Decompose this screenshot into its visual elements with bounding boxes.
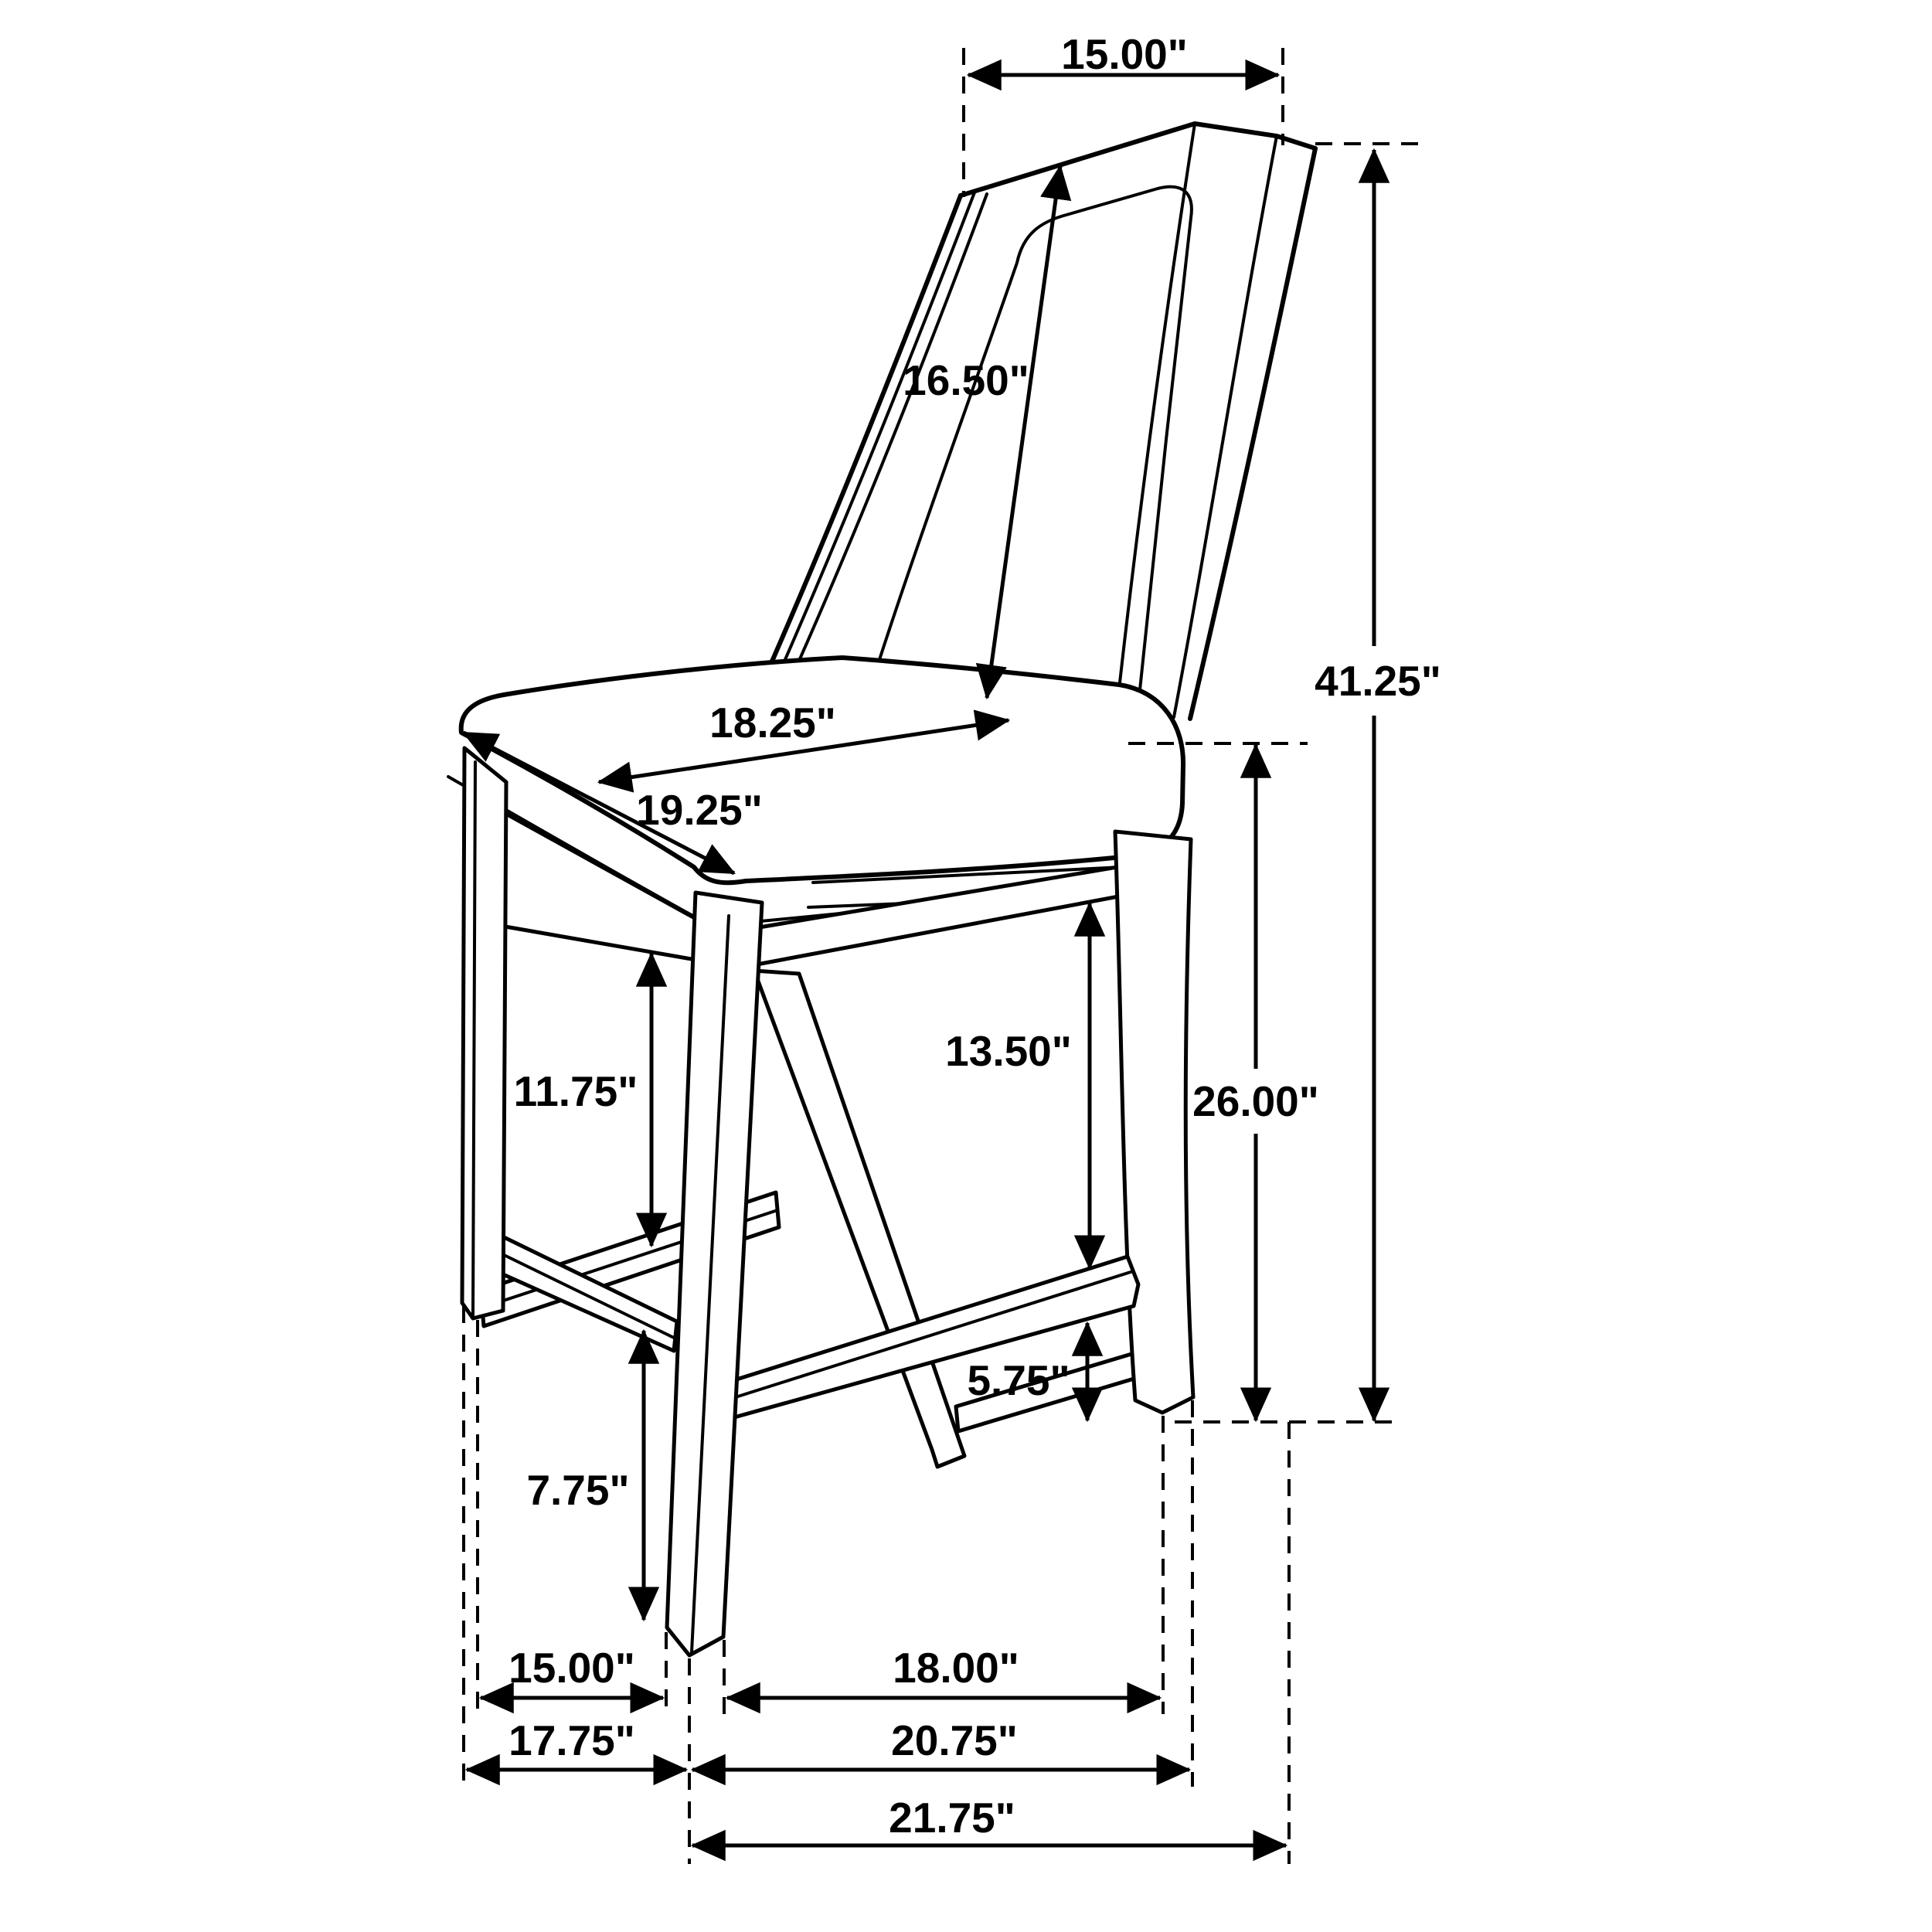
dim-right-stretcher bbox=[945, 903, 1090, 1268]
dim-overall-depth bbox=[692, 1794, 1286, 1845]
dim-overall-height bbox=[1315, 144, 1441, 1420]
rear-right-leg bbox=[1115, 832, 1193, 1413]
dim-label-right-stretcher: 13.50" bbox=[945, 1027, 1072, 1075]
dim-label-base-depth: 18.00" bbox=[893, 1644, 1019, 1692]
dim-label-seat-depth: 18.25" bbox=[709, 699, 836, 747]
dim-front-leg bbox=[526, 1331, 644, 1620]
back-right-post-outer bbox=[1190, 148, 1315, 719]
front-right-leg bbox=[667, 893, 762, 1655]
dim-label-front-leg: 7.75" bbox=[526, 1466, 630, 1514]
dim-label-back-cushion: 16.50" bbox=[903, 356, 1029, 404]
dim-base-depth bbox=[727, 1644, 1160, 1698]
dim-label-overall-depth: 21.75" bbox=[889, 1794, 1015, 1842]
back-top-edge bbox=[961, 124, 1315, 196]
dim-footprint-depth bbox=[692, 1716, 1189, 1770]
dim-label-footprint-depth: 20.75" bbox=[891, 1716, 1018, 1764]
dim-left-stretcher bbox=[514, 954, 651, 1246]
chair-drawing bbox=[448, 124, 1315, 1655]
dim-label-overall-height: 41.25" bbox=[1315, 657, 1441, 705]
dim-label-lower-stretcher: 5.75" bbox=[967, 1356, 1070, 1404]
dim-label-base-width: 15.00" bbox=[509, 1644, 635, 1692]
dim-label-left-stretcher: 11.75" bbox=[513, 1067, 638, 1115]
dim-base-width bbox=[481, 1644, 663, 1698]
dim-label-seat-height: 26.00" bbox=[1192, 1077, 1319, 1125]
dim-label-footprint-width: 17.75" bbox=[509, 1716, 635, 1764]
dim-back-width bbox=[964, 30, 1283, 197]
back-peak-line bbox=[1119, 124, 1195, 689]
dim-label-back-width: 15.00" bbox=[1061, 30, 1188, 78]
dim-back-cushion bbox=[903, 166, 1060, 698]
dim-label-seat-width: 19.25" bbox=[636, 786, 763, 834]
front-left-leg bbox=[462, 748, 506, 1318]
dim-footprint-width bbox=[467, 1716, 686, 1770]
dimension-annotations bbox=[464, 30, 1441, 1864]
